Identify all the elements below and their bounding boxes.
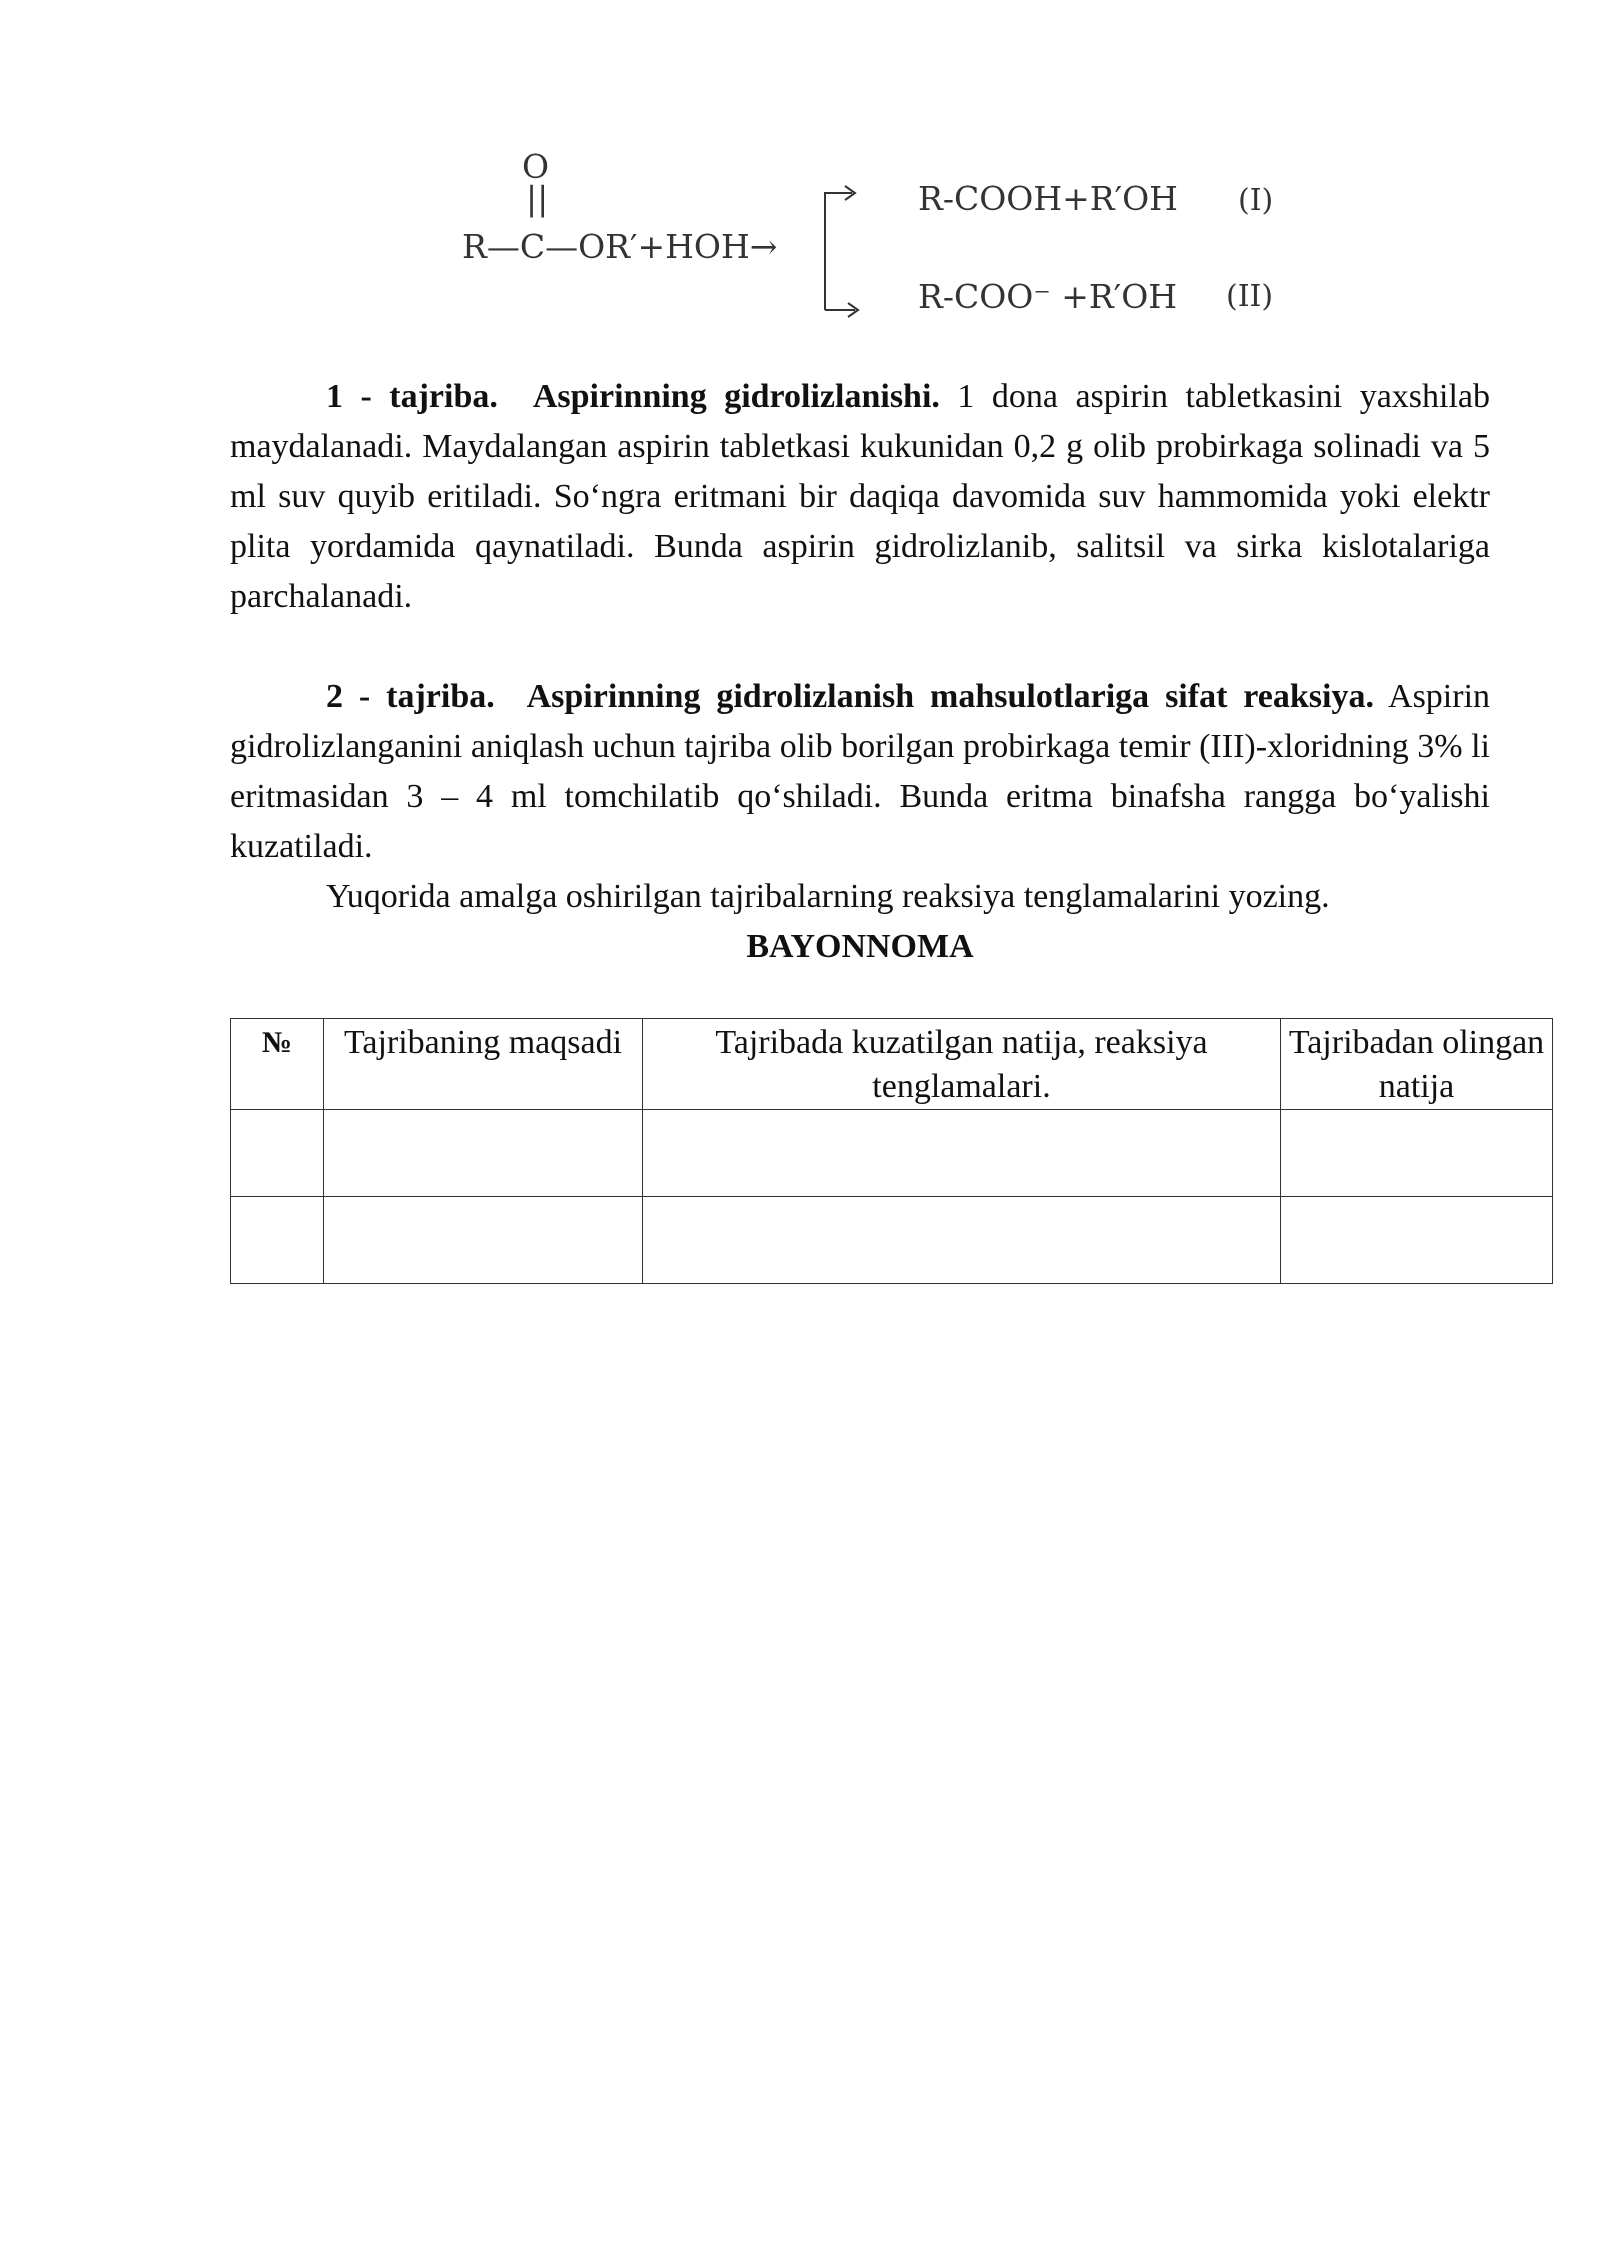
- double-bond: ||: [526, 179, 549, 218]
- table-row: [231, 1197, 1553, 1284]
- branch-arrow-icon: [825, 186, 858, 317]
- table-cell[interactable]: [231, 1197, 324, 1284]
- header-purpose: Tajribaning maqsadi: [324, 1019, 643, 1110]
- experiment-2-text: Aspirin gidrolizlanganini aniqlash uchun tajriba olib borilgan probirkaga temir (III)-xloridning 3% li eritmasidan 3 – 4 ml tomchilatib qo‘shiladi. Bunda eritma binafsha rangga bo‘yalishi kuzatiladi.: [230, 678, 1491, 865]
- header-observations: Tajribada kuzatilgan natija, reaksiya tenglamalari.: [643, 1019, 1281, 1110]
- table-header-row: [231, 1019, 1553, 1110]
- table-cell[interactable]: [1281, 1110, 1553, 1197]
- report-table: [230, 1018, 1553, 1284]
- table-cell[interactable]: [324, 1110, 643, 1197]
- experiment-2-title: Aspirinning gidrolizlanish mahsulotlariga sifat reaksiya.: [526, 678, 1374, 715]
- header-result: Tajribadan olingan natija: [1281, 1019, 1553, 1110]
- table-cell[interactable]: [643, 1197, 1281, 1284]
- product-label-ii: (II): [1226, 279, 1274, 314]
- hydrolysis-equation: [440, 140, 1340, 340]
- table-cell[interactable]: [1281, 1197, 1553, 1284]
- ester-reactant: R—C—OR′+HOH→: [462, 227, 778, 266]
- instruction-text: Yuqorida amalga oshirilgan tajribalarning reaksiya tenglamalarini yozing.: [326, 878, 1330, 915]
- experiment-1-title: Aspirinning gidrolizlanishi.: [532, 378, 940, 415]
- report-title: BAYONNOMA: [746, 928, 974, 965]
- table-cell[interactable]: [643, 1110, 1281, 1197]
- product-label-i: (I): [1238, 183, 1274, 218]
- experiment-2-heading: 2 - tajriba.: [326, 678, 495, 715]
- header-number: №: [231, 1019, 324, 1110]
- table-cell[interactable]: [231, 1110, 324, 1197]
- table-row: [231, 1110, 1553, 1197]
- product-acid: R-COOH+R′OH: [918, 179, 1178, 218]
- oxygen-atom: O: [522, 147, 550, 186]
- experiment-1-text: 1 dona aspirin tabletkasini yaxshilab maydalanadi. Maydalangan aspirin tabletkasi kukunidan 0,2 g olib probirkaga solinadi va 5 ml suv quyib eritiladi. So‘ngra eritmani bir daqiqa davomida suv hammomida yoki elektr plita yordamida qaynatiladi. Bunda aspirin gidrolizlanib, salitsil va sirka kislotalariga parchalanadi.: [230, 378, 1490, 615]
- experiment-2-paragraph: [230, 672, 1490, 872]
- product-anion: R-COO⁻ +R′OH: [918, 277, 1178, 316]
- table-cell[interactable]: [324, 1197, 643, 1284]
- experiment-1-heading: 1 - tajriba.: [326, 378, 498, 415]
- document-body: [230, 372, 1490, 972]
- experiment-1-paragraph: [230, 372, 1490, 622]
